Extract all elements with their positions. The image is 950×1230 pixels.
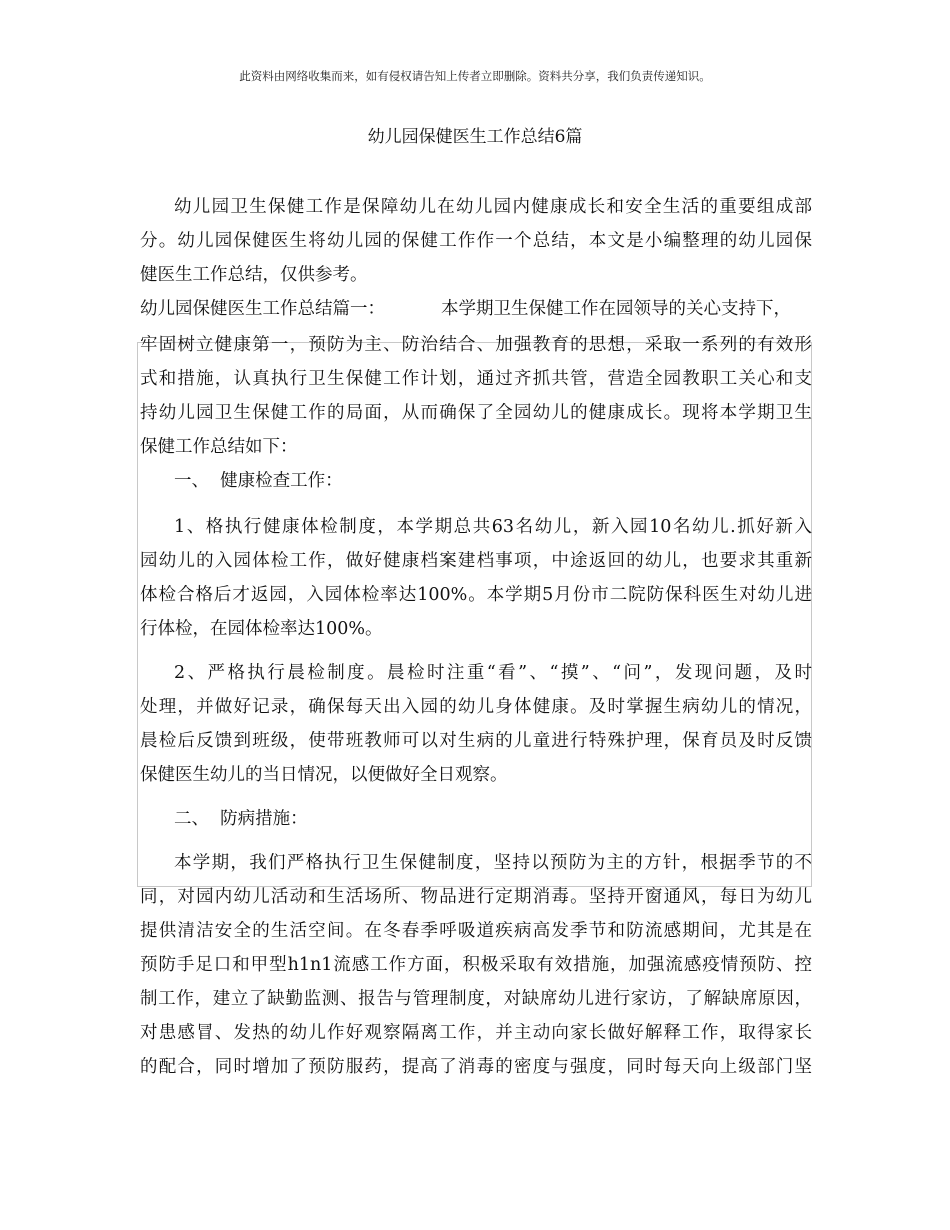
body-line: 对患感冒、发热的幼儿作好观察隔离工作，并主动向家长做好解释工作，取得家长 — [140, 1023, 812, 1043]
section-heading: 二、 防病措施： — [174, 809, 308, 829]
body-line: 晨检后反馈到班级，使带班教师可以对生病的儿童进行特殊护理，保育员及时反馈 — [140, 731, 812, 751]
body-line: 保健工作总结如下： — [140, 437, 298, 457]
body-line: 本学期，我们严格执行卫生保健制度，坚持以预防为主的方针，根据季节的不 — [174, 853, 812, 873]
body-line: 预防手足口和甲型h1n1流感工作方面，积极采取有效措施，加强流感疫情预防、控 — [140, 955, 812, 975]
part-one-lead: 本学期卫生保健工作在园领导的关心支持下， — [441, 299, 791, 319]
body-line: 式和措施，认真执行卫生保健工作计划，通过齐抓共管，营造全园教职工关心和支 — [140, 369, 812, 389]
part-one-heading: 幼儿园保健医生工作总结篇一： — [140, 299, 385, 319]
body-line: 2、严格执行晨检制度。晨检时注重“看”、“摸”、“问”，发现问题，及时 — [174, 663, 812, 683]
body-line: 的配合，同时增加了预防服药，提高了消毒的密度与强度，同时每天向上级部门坚 — [140, 1057, 812, 1077]
body-line: 同，对园内幼儿活动和生活场所、物品进行定期消毒。坚持开窗通风，每日为幼儿 — [140, 887, 812, 907]
intro-line: 分。幼儿园保健医生将幼儿园的保健工作作一个总结，本文是小编整理的幼儿园保 — [140, 231, 812, 251]
body-line: 持幼儿园卫生保健工作的局面，从而确保了全园幼儿的健康成长。现将本学期卫生 — [140, 403, 812, 423]
body-line: 行体检，在园体检率达100%。 — [140, 619, 383, 639]
body-line: 保健医生幼儿的当日情况，以便做好全日观察。 — [140, 765, 508, 785]
body-line: 提供清洁安全的生活空间。在冬春季呼吸道疾病高发季节和防流感期间，尤其是在 — [140, 921, 812, 941]
body-line: 制工作，建立了缺勤监测、报告与管理制度，对缺席幼儿进行家访，了解缺席原因， — [140, 989, 812, 1009]
body-line: 牢固树立健康第一，预防为主、防治结合、加强教育的思想，采取一系列的有效形 — [140, 335, 812, 355]
section-heading: 一、 健康检查工作： — [174, 471, 343, 491]
body-line: 体检合格后才返园，入园体检率达100%。本学期5月份市二院防保科医生对幼儿进 — [140, 585, 812, 605]
part-one-line — [140, 292, 791, 326]
body-line: 1、格执行健康体检制度，本学期总共63名幼儿，新入园10名幼儿.抓好新入 — [174, 517, 812, 537]
document-title: 幼儿园保健医生工作总结6篇 — [367, 127, 583, 147]
body-line: 园幼儿的入园体检工作，做好健康档案建档事项，中途返回的幼儿，也要求其重新 — [140, 551, 812, 571]
intro-line: 健医生工作总结，仅供参考。 — [140, 265, 368, 285]
body-line: 处理，并做好记录，确保每天出入园的幼儿身体健康。及时掌握生病幼儿的情况， — [140, 697, 812, 717]
disclaimer-header: 此资料由网络收集而来，如有侵权请告知上传者立即删除。资料共分享，我们负责传递知识。 — [239, 69, 711, 83]
intro-line: 幼儿园卫生保健工作是保障幼儿在幼儿园内健康成长和安全生活的重要组成部 — [174, 197, 812, 217]
